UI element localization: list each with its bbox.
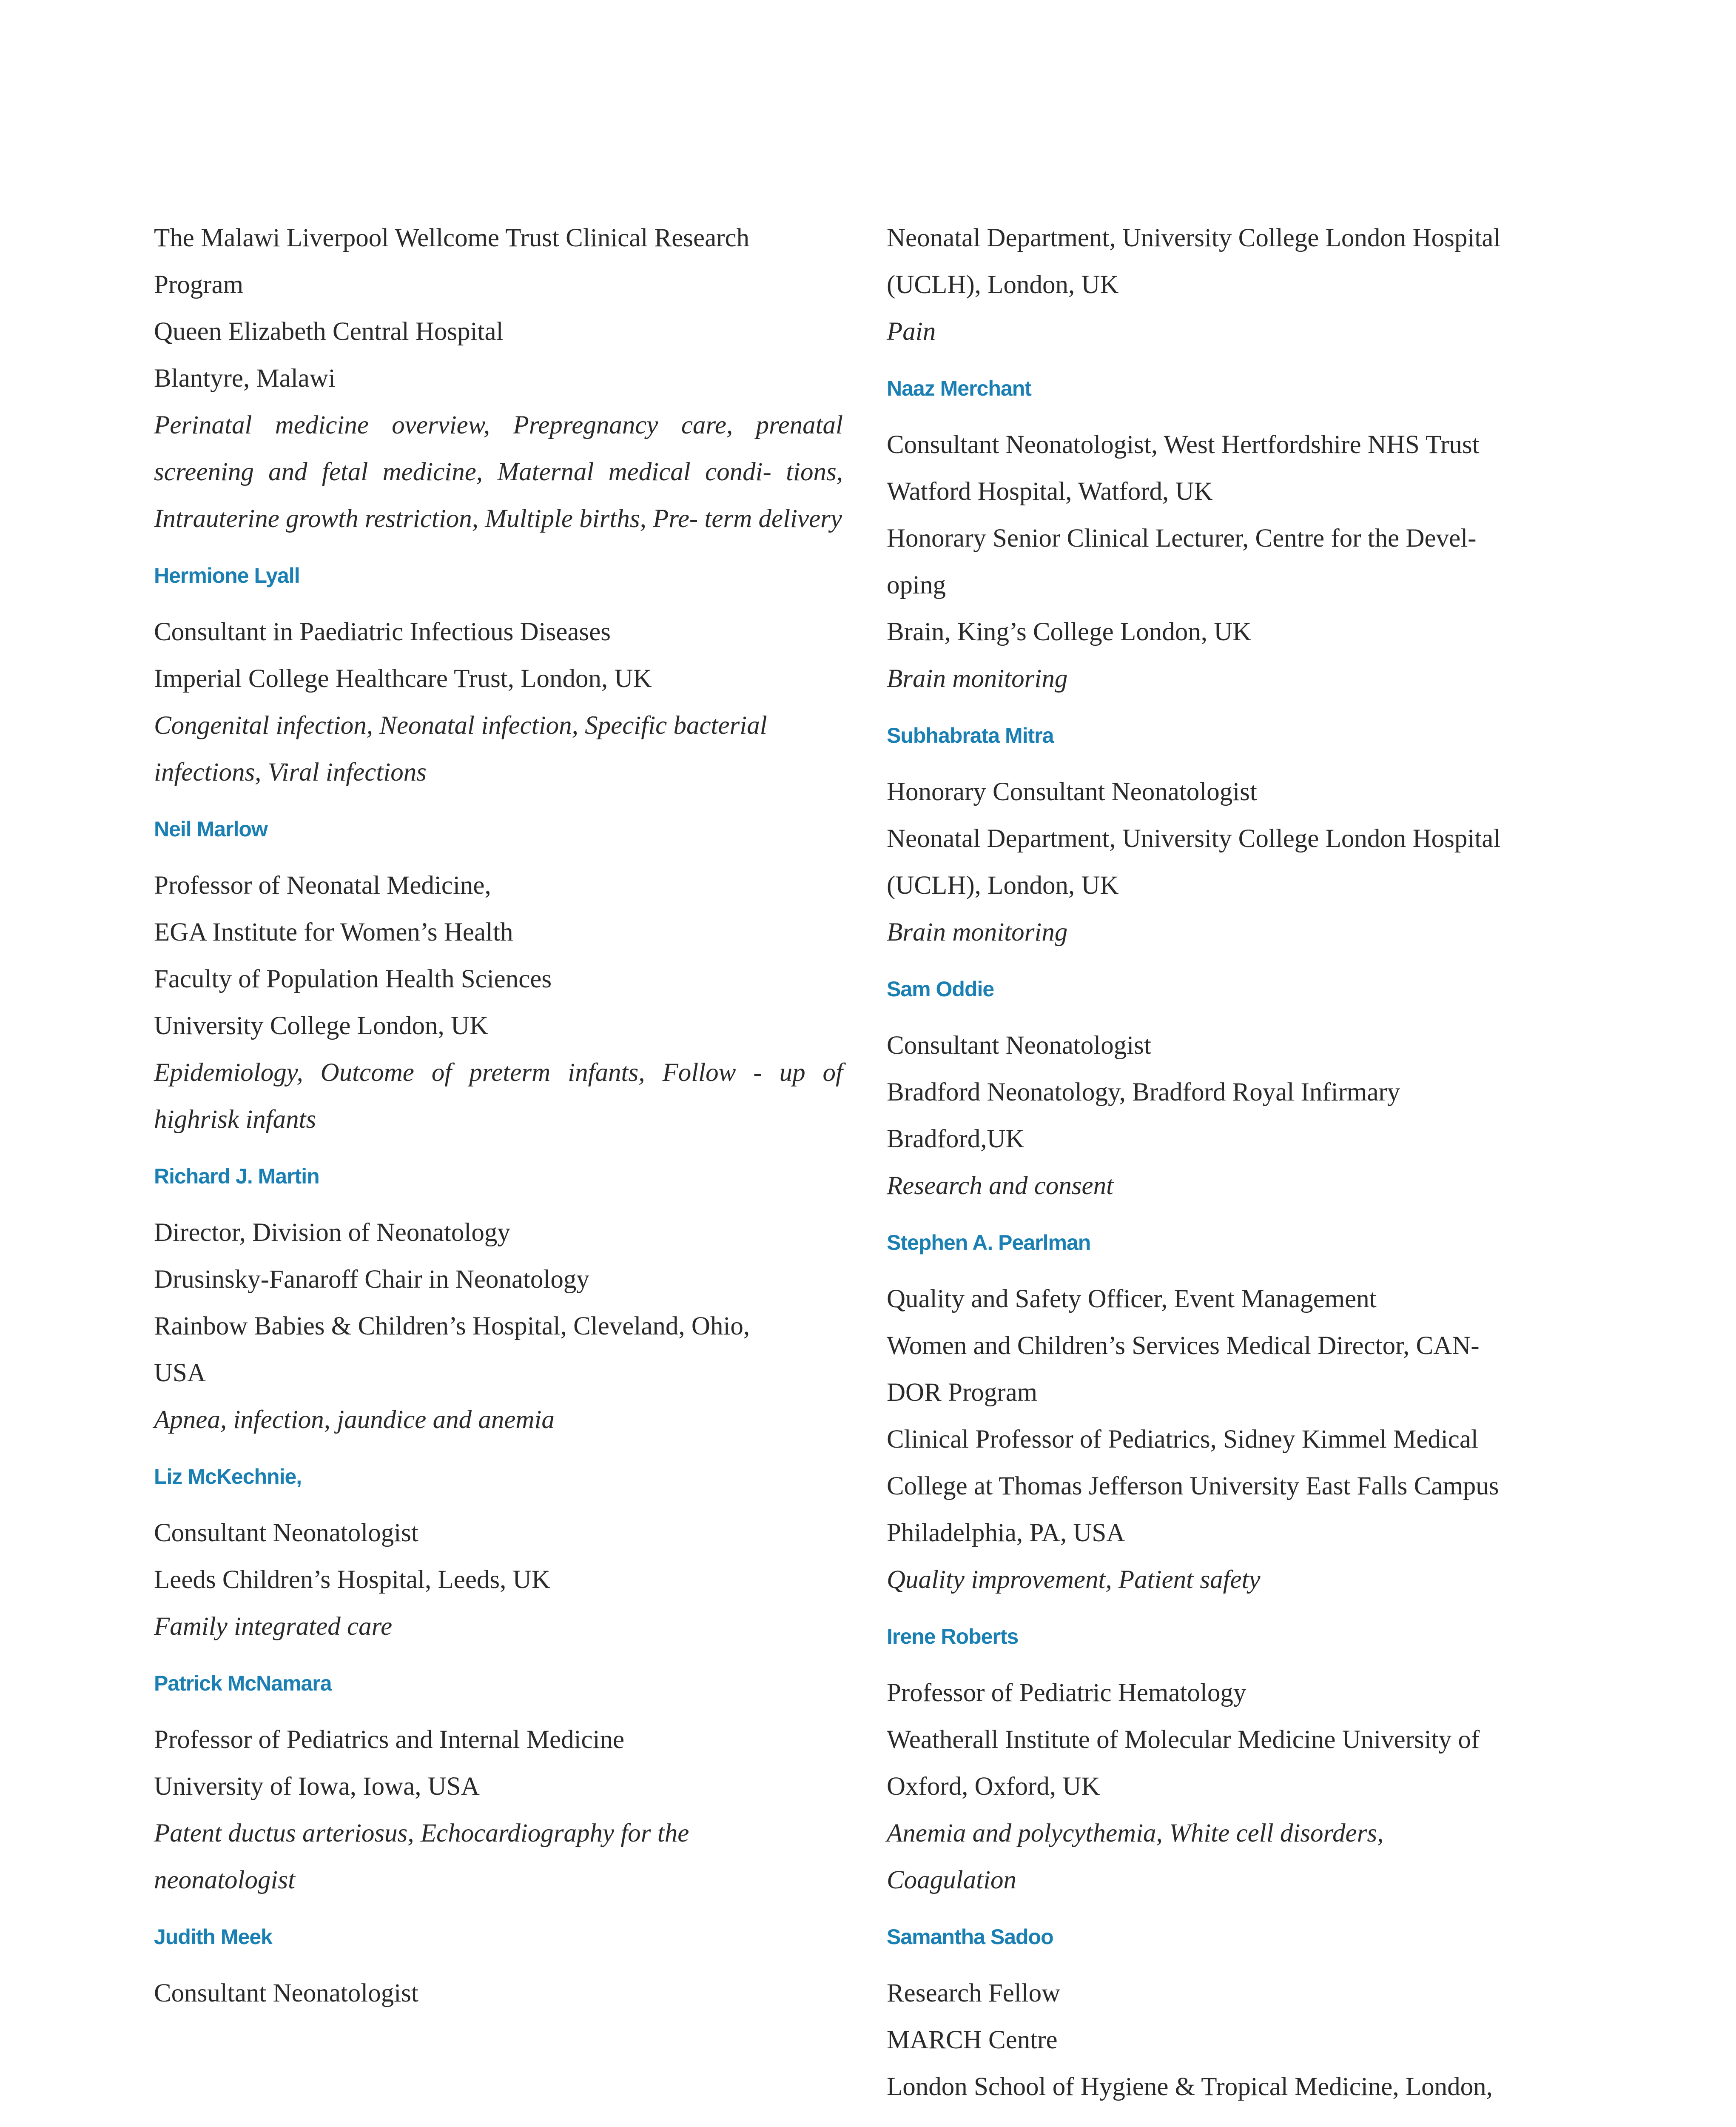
contributor-name: Patrick McNamara — [154, 1671, 332, 1695]
affiliation-line: Oxford, Oxford, UK — [887, 1772, 1100, 1801]
affiliation-line: Rainbow Babies & Children’s Hospital, Cleveland, Ohio, — [154, 1312, 750, 1340]
contributor-entry-roberts — [887, 1624, 1580, 1904]
affiliation-line: Weatherall Institute of Molecular Medicine University of — [887, 1725, 1480, 1754]
contributor-entry-meek — [154, 1924, 843, 2017]
affiliation-line: MARCH Centre — [887, 2026, 1058, 2054]
topics: Congenital infection, Neonatal infection, Specific bacterial infections, Viral infections — [154, 711, 767, 787]
topics: Pain — [887, 317, 936, 346]
contributor-entry-meek-continued — [887, 215, 1580, 355]
contributor-name: Irene Roberts — [887, 1625, 1019, 1648]
affiliation-line: Women and Children’s Services Medical Director, CAN- — [887, 1332, 1480, 1360]
affiliation-line: Bradford,UK — [887, 1125, 1025, 1153]
affiliation-line: Professor of Neonatal Medicine, — [154, 871, 491, 900]
affiliation-line: Professor of Pediatric Hematology — [887, 1679, 1247, 1707]
right-column — [887, 215, 1580, 2110]
affiliation-line: The Malawi Liverpool Wellcome Trust Clinical Research — [154, 224, 750, 252]
contributor-entry-martin — [154, 1163, 843, 1443]
contributor-entry-mckechnie — [154, 1464, 843, 1650]
contributor-entry-mcnamara — [154, 1671, 843, 1904]
affiliation-line: Leeds Children’s Hospital, Leeds, UK — [154, 1565, 550, 1594]
contributor-entry-oddie — [887, 976, 1580, 1209]
affiliation-line: Consultant Neonatologist — [154, 1979, 418, 2007]
topics: Anemia and polycythemia, White cell disorders, — [887, 1819, 1384, 1848]
affiliation-line: Program — [154, 271, 244, 299]
contributor-name: Sam Oddie — [887, 977, 994, 1001]
topics: Epidemiology, Outcome of preterm infants, Follow - up of highrisk infants — [154, 1058, 843, 1134]
affiliation-line: Clinical Professor of Pediatrics, Sidney Kimmel Medical — [887, 1425, 1478, 1454]
affiliation-line: DOR Program — [887, 1378, 1038, 1407]
affiliation-line: (UCLH), London, UK — [887, 871, 1119, 900]
affiliation-line: Consultant in Paediatric Infectious Diseases — [154, 618, 611, 646]
affiliation-line: Quality and Safety Officer, Event Management — [887, 1285, 1377, 1313]
affiliation-line: Consultant Neonatologist — [154, 1519, 418, 1547]
contributor-name: Subhabrata Mitra — [887, 724, 1054, 747]
contributor-entry-pearlman — [887, 1230, 1580, 1603]
topics: Brain monitoring — [887, 664, 1068, 693]
affiliation-line: Queen Elizabeth Central Hospital — [154, 317, 504, 346]
contributor-entry-merchant — [887, 376, 1580, 702]
affiliation-line: Watford Hospital, Watford, UK — [887, 477, 1213, 506]
affiliation-line: Blantyre, Malawi — [154, 364, 336, 393]
affiliation-line: Neonatal Department, University College London Hospital — [887, 224, 1501, 252]
affiliation-line: University College London, UK — [154, 1012, 489, 1040]
affiliation-line: Consultant Neonatologist, West Hertfordshire NHS Trust — [887, 431, 1480, 459]
contributor-entry-mitra — [887, 723, 1580, 956]
affiliation-line: Professor of Pediatrics and Internal Medicine — [154, 1725, 625, 1754]
affiliation-line: (UCLH), London, UK — [887, 271, 1119, 299]
topics: Coagulation — [887, 1866, 1017, 1894]
left-column — [154, 215, 843, 2017]
contributor-entry-sadoo — [887, 1924, 1580, 2110]
affiliation-line: Honorary Consultant Neonatologist — [887, 778, 1257, 806]
contributor-name: Naaz Merchant — [887, 376, 1031, 400]
affiliation-line: Drusinsky-Fanaroff Chair in Neonatology — [154, 1265, 589, 1294]
affiliation-line: Honorary Senior Clinical Lecturer, Centre for the Devel- — [887, 524, 1477, 553]
contributor-name: Samantha Sadoo — [887, 1925, 1053, 1949]
contributor-name: Richard J. Martin — [154, 1164, 319, 1188]
contributor-entry-intro — [154, 215, 843, 542]
contributor-entry-lyall — [154, 563, 843, 796]
affiliation-line: College at Thomas Jefferson University East Falls Campus — [887, 1472, 1499, 1500]
contributor-entry-marlow — [154, 816, 843, 1143]
topics: Perinatal medicine overview, Prepregnancy care, prenatal screening and fetal medicine, Maternal medical condi- tions, Intrauterine growth restriction, Multiple births, Pre- term delivery — [154, 411, 843, 533]
affiliation-line: Philadelphia, PA, USA — [887, 1519, 1125, 1547]
topics: Family integrated care — [154, 1612, 393, 1641]
affiliation-line: Director, Division of Neonatology — [154, 1218, 510, 1247]
affiliation-line: oping — [887, 571, 946, 599]
contributor-name: Neil Marlow — [154, 817, 268, 841]
affiliation-line: Neonatal Department, University College London Hospital — [887, 824, 1501, 853]
affiliation-line: Bradford Neonatology, Bradford Royal Infirmary — [887, 1078, 1400, 1106]
affiliation-line: USA — [154, 1359, 206, 1387]
affiliation-line: Consultant Neonatologist — [887, 1031, 1151, 1060]
topics: Brain monitoring — [887, 918, 1068, 947]
contributor-name: Judith Meek — [154, 1925, 272, 1949]
contributor-name: Stephen A. Pearlman — [887, 1231, 1091, 1255]
affiliation-line: EGA Institute for Women’s Health — [154, 918, 513, 947]
affiliation-line: Faculty of Population Health Sciences — [154, 965, 552, 993]
affiliation-line: Research Fellow — [887, 1979, 1061, 2007]
affiliation-line: London School of Hygiene & Tropical Medicine, London, — [887, 2073, 1493, 2101]
contributor-name: Liz McKechnie, — [154, 1465, 302, 1488]
topics: Patent ductus arteriosus, Echocardiography for the neonatologist — [154, 1819, 689, 1894]
affiliation-line: Imperial College Healthcare Trust, London, UK — [154, 664, 652, 693]
contributor-name: Hermione Lyall — [154, 564, 300, 587]
affiliation-line: University of Iowa, Iowa, USA — [154, 1772, 480, 1801]
topics: Apnea, infection, jaundice and anemia — [154, 1406, 555, 1434]
topics: Quality improvement, Patient safety — [887, 1565, 1261, 1594]
topics: Research and consent — [887, 1172, 1114, 1200]
affiliation-line: Brain, King’s College London, UK — [887, 618, 1252, 646]
